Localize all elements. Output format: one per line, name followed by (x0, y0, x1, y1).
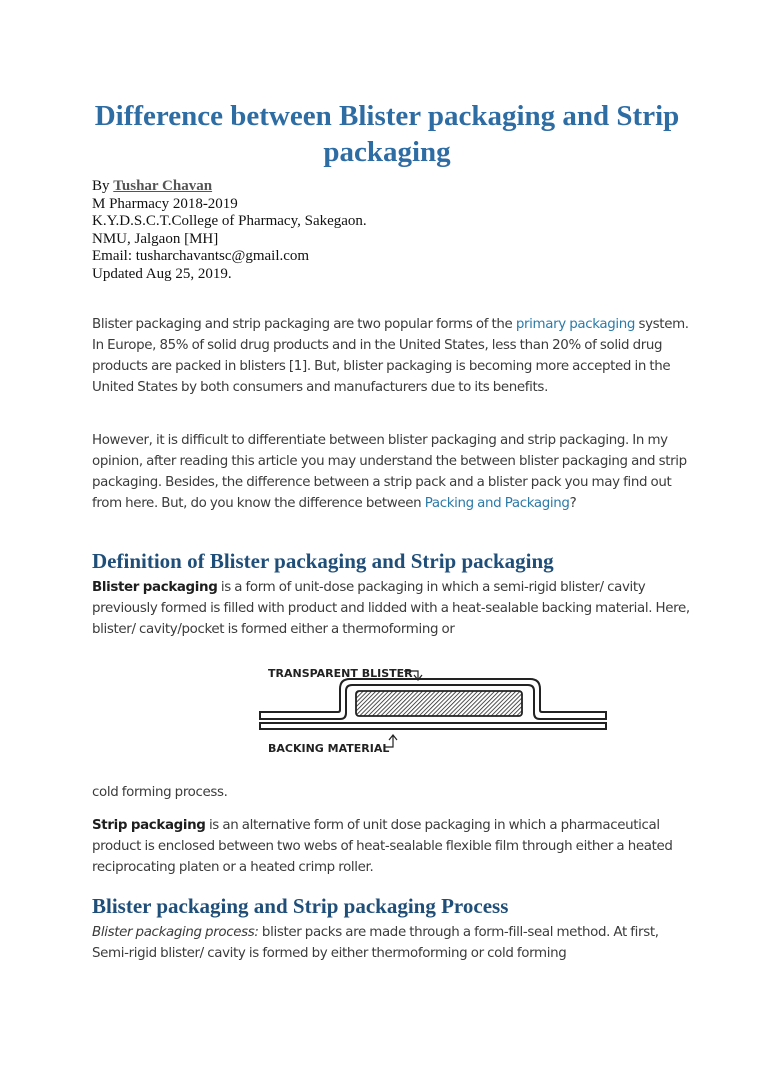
by-label: By (92, 178, 114, 194)
svg-text:TRANSPARENT BLISTER: TRANSPARENT BLISTER (268, 667, 413, 680)
process-text: blister packs are made through a form-fill-seal method. At first, Semi-rigid blister/ cavity is formed by either thermoforming or cold forming (92, 925, 659, 961)
packing-and-packaging-link[interactable]: Packing and Packaging (424, 496, 570, 511)
byline (92, 178, 367, 283)
blister-diagram (258, 660, 608, 760)
blister-process-paragraph (92, 922, 692, 964)
byline-updated: Updated Aug 25, 2019. (92, 265, 232, 282)
blister-term: Blister packaging (92, 580, 218, 595)
byline-degree: M Pharmacy 2018-2019 (92, 195, 238, 212)
strip-term: Strip packaging (92, 818, 206, 833)
byline-college: K.Y.D.S.C.T.College of Pharmacy, Sakegaon. (92, 213, 367, 229)
byline-author-line (92, 178, 367, 196)
section-heading-definition: Definition of Blister packaging and Strip packaging (92, 549, 554, 573)
svg-text:BACKING MATERIAL: BACKING MATERIAL (268, 742, 390, 755)
strip-definition-paragraph (92, 815, 692, 878)
document-title: Difference between Blister packaging and Strip packaging (94, 100, 680, 168)
blister-cross-section-image (258, 660, 608, 760)
intro-text: system. In Europe, 85% of solid drug products and in the United States, less than 20% of solid drug products are packed in blisters [1]. But, blister packaging is becoming more accepted in the United States by both consumers and manufacturers due to its benefits. (92, 317, 689, 395)
intro-paragraph-1 (92, 314, 692, 398)
process-label: Blister packaging process: (92, 925, 259, 940)
byline-university: NMU, Jalgaon [MH] (92, 230, 219, 247)
byline-email: Email: tusharchavantsc@gmail.com (92, 248, 310, 264)
blister-definition-continued: cold forming process. (92, 785, 228, 800)
primary-packaging-link[interactable]: primary packaging (515, 317, 636, 332)
intro-text: Blister packaging and strip packaging are two popular forms of the (92, 317, 516, 332)
intro-paragraph-2 (92, 430, 692, 514)
strip-definition-text: is an alternative form of unit dose packaging in which a pharmaceutical product is enclosed between two webs of heat-sealable flexible film through either a heated reciprocating platen or a heated crimp roller. (92, 818, 673, 875)
intro-text: ? (569, 496, 577, 511)
section-heading-process: Blister packaging and Strip packaging Process (92, 894, 509, 918)
author-link[interactable]: Tushar Chavan (113, 178, 213, 194)
blister-definition-text: is a form of unit-dose packaging in which a semi-rigid blister/ cavity previously formed is filled with product and lidded with a heat-sealable backing material. Here, blister/ cavity/pocket is formed either a thermoforming or (92, 580, 690, 637)
blister-definition-paragraph (92, 577, 692, 640)
intro-text: However, it is difficult to differentiate between blister packaging and strip packaging. In my opinion, after reading this article you may understand the between blister packaging and strip packaging. Besides, the difference between a strip pack and a blister pack you may find out from here. But, do you know the difference between (92, 433, 687, 511)
